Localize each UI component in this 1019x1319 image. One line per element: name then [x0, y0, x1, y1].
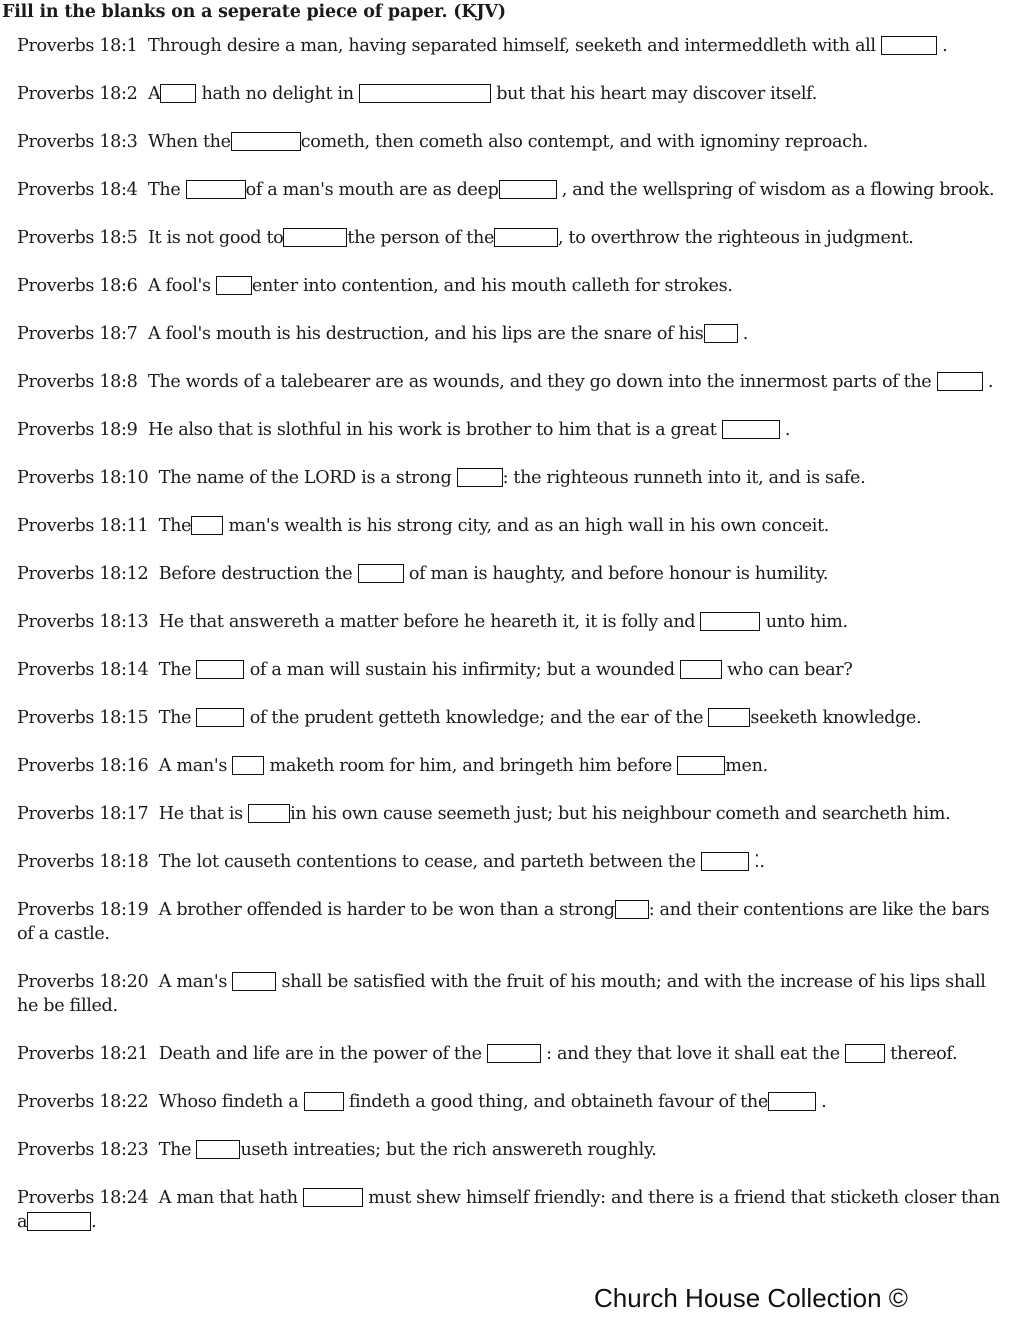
- answer-blank: [232, 756, 264, 775]
- answer-blank: [358, 564, 404, 583]
- verse-text: .: [91, 1212, 97, 1232]
- verse-text: The: [158, 1140, 197, 1160]
- verse-item: [17, 706, 1007, 730]
- answer-blank: [186, 180, 246, 199]
- verse-text: thereof.: [885, 1044, 958, 1064]
- verse-reference: Proverbs 18:12: [17, 564, 149, 584]
- verse-item: [17, 802, 1007, 826]
- answer-blank: [304, 1092, 344, 1111]
- answer-blank: [881, 36, 937, 55]
- verse-text: .: [982, 372, 994, 392]
- verse-item: [17, 1090, 1007, 1114]
- verse-reference: Proverbs 18:7: [17, 324, 138, 344]
- verse-text: It is not good to: [147, 228, 284, 248]
- verse-text: He also that is slothful in his work is brother to him that is a great: [147, 420, 722, 440]
- verse-text: enter into contention, and his mouth calleth for strokes.: [251, 276, 733, 296]
- answer-blank: [768, 1092, 816, 1111]
- answer-blank: [303, 1188, 363, 1207]
- copyright-footer: Church House Collection ©: [594, 1283, 908, 1313]
- verse-reference: Proverbs 18:1: [17, 36, 138, 56]
- verse-text: shall be satisfied with the fruit of his mouth; and with the increase of his lips shall he be filled.: [17, 972, 986, 1016]
- verse-item: [17, 130, 1007, 154]
- verse-reference: Proverbs 18:18: [17, 852, 149, 872]
- verse-item: [17, 610, 1007, 634]
- verse-item: [17, 82, 1007, 106]
- verse-item: [17, 34, 1007, 58]
- verse-reference: Proverbs 18:22: [17, 1092, 149, 1112]
- verse-text: , and the wellspring of wisdom as a flowing brook.: [556, 180, 995, 200]
- answer-blank: [232, 972, 276, 991]
- verse-item: [17, 850, 1007, 874]
- verse-item: [8, 370, 1007, 394]
- verse-text: but that his heart may discover itself.: [490, 84, 817, 104]
- answer-blank: [359, 84, 491, 103]
- verse-text: When the: [147, 132, 231, 152]
- verse-list: [17, 34, 1007, 1258]
- answer-blank: [680, 660, 722, 679]
- answer-blank: [216, 276, 252, 295]
- verse-text: A fool's: [147, 276, 216, 296]
- verse-text: seeketh knowledge.: [750, 708, 922, 728]
- verse-text: must shew himself friendly: and there is a friend that sticketh closer than a: [17, 1188, 1000, 1232]
- verse-text: Whoso findeth a: [158, 1092, 304, 1112]
- answer-blank: [937, 372, 983, 391]
- verse-reference: Proverbs 18:13: [17, 612, 149, 632]
- verse-text: .: [936, 36, 948, 56]
- verse-item: [17, 1186, 1007, 1234]
- verse-text: of the prudent getteth knowledge; and the ear of the: [244, 708, 709, 728]
- answer-blank: [160, 84, 196, 103]
- verse-text: Before destruction the: [158, 564, 358, 584]
- verse-reference: Proverbs 18:23: [17, 1140, 149, 1160]
- verse-reference: Proverbs 18:11: [17, 516, 149, 536]
- verse-text: : the righteous runneth into it, and is safe.: [502, 468, 866, 488]
- answer-blank: [494, 228, 558, 247]
- verse-reference: Proverbs 18:10: [17, 468, 149, 488]
- verse-text: who can bear?: [721, 660, 853, 680]
- verse-text: cometh, then cometh also contempt, and with ignominy reproach.: [300, 132, 868, 152]
- verse-text: man's wealth is his strong city, and as an high wall in his own conceit.: [223, 516, 830, 536]
- verse-reference: Proverbs 18:24: [17, 1188, 149, 1208]
- verse-text: .: [737, 324, 748, 344]
- verse-text: A: [147, 84, 161, 104]
- verse-item: [17, 562, 1007, 586]
- verse-reference: Proverbs 18:3: [17, 132, 138, 152]
- verse-reference: Proverbs 18:20: [17, 972, 149, 992]
- worksheet-title: Fill in the blanks on a seperate piece of paper. (KJV): [2, 2, 506, 22]
- verse-reference: Proverbs 18:8: [17, 372, 138, 392]
- verse-text: The: [147, 180, 186, 200]
- verse-reference: Proverbs 18:5: [17, 228, 138, 248]
- verse-text: , to overthrow the righteous in judgment.: [558, 228, 914, 248]
- answer-blank: [27, 1212, 91, 1231]
- verse-text: The lot causeth contentions to cease, and parteth between the: [158, 852, 701, 872]
- verse-text: A fool's mouth is his destruction, and his lips are the snare of his: [147, 324, 704, 344]
- verse-item: [17, 1042, 1007, 1066]
- verse-item: [17, 658, 1007, 682]
- verse-reference: Proverbs 18:6: [17, 276, 138, 296]
- verse-item: [17, 754, 1007, 778]
- verse-text: Death and life are in the power of the: [158, 1044, 487, 1064]
- verse-item: [17, 898, 1007, 946]
- verse-reference: Proverbs 18:2: [17, 84, 138, 104]
- verse-reference: Proverbs 18:17: [17, 804, 149, 824]
- answer-blank: [191, 516, 223, 535]
- verse-text: men.: [725, 756, 768, 776]
- verse-reference: Proverbs 18:21: [17, 1044, 149, 1064]
- answer-blank: [231, 132, 301, 151]
- verse-text: The: [158, 516, 192, 536]
- verse-item: [17, 466, 1007, 490]
- verse-text: .: [779, 420, 791, 440]
- answer-blank: [677, 756, 725, 775]
- verse-text: A man that hath: [158, 1188, 303, 1208]
- verse-text: : and their contentions are like the bars of a castle.: [17, 900, 990, 944]
- answer-blank: [487, 1044, 541, 1063]
- verse-text: A brother offended is harder to be won than a strong: [158, 900, 615, 920]
- answer-blank: [701, 852, 749, 871]
- verse-text: findeth a good thing, and obtaineth favour of the: [343, 1092, 768, 1112]
- answer-blank: [845, 1044, 885, 1063]
- verse-text: ⁚.: [748, 852, 765, 872]
- verse-item: [17, 970, 1007, 1018]
- answer-blank: [499, 180, 557, 199]
- verse-text: A man's: [158, 972, 233, 992]
- answer-blank: [196, 708, 244, 727]
- verse-text: useth intreaties; but the rich answereth roughly.: [240, 1140, 657, 1160]
- verse-text: in his own cause seemeth just; but his neighbour cometh and searcheth him.: [290, 804, 951, 824]
- verse-text: .: [815, 1092, 827, 1112]
- answer-blank: [704, 324, 738, 343]
- verse-text: of man is haughty, and before honour is humility.: [403, 564, 829, 584]
- verse-item: [17, 1138, 1007, 1162]
- verse-reference: Proverbs 18:16: [17, 756, 149, 776]
- verse-item: [17, 418, 1007, 442]
- answer-blank: [196, 1140, 240, 1159]
- verse-text: The name of the LORD is a strong: [158, 468, 457, 488]
- verse-text: the person of the: [347, 228, 495, 248]
- verse-text: Through desire a man, having separated himself, seeketh and intermeddleth with all: [147, 36, 881, 56]
- verse-reference: Proverbs 18:14: [17, 660, 149, 680]
- verse-text: : and they that love it shall eat the: [540, 1044, 846, 1064]
- answer-blank: [722, 420, 780, 439]
- verse-text: A man's: [158, 756, 233, 776]
- answer-blank: [248, 804, 290, 823]
- answer-blank: [283, 228, 347, 247]
- verse-item: [17, 274, 1007, 298]
- verse-reference: Proverbs 18:9: [17, 420, 138, 440]
- verse-item: [17, 178, 1007, 202]
- verse-item: [17, 322, 1007, 346]
- verse-text: of a man will sustain his infirmity; but a wounded: [244, 660, 680, 680]
- verse-reference: Proverbs 18:4: [17, 180, 138, 200]
- verse-text: He that answereth a matter before he heareth it, it is folly and: [158, 612, 701, 632]
- verse-text: The: [158, 708, 197, 728]
- answer-blank: [196, 660, 244, 679]
- verse-text: unto him.: [760, 612, 848, 632]
- verse-reference: Proverbs 18:19: [17, 900, 149, 920]
- verse-item: [17, 514, 1007, 538]
- answer-blank: [615, 900, 649, 919]
- answer-blank: [708, 708, 750, 727]
- verse-reference: Proverbs 18:15: [17, 708, 149, 728]
- verse-text: The: [158, 660, 197, 680]
- verse-text: hath no delight in: [196, 84, 359, 104]
- verse-text: The words of a talebearer are as wounds, and they go down into the innermost parts of the: [147, 372, 937, 392]
- verse-text: He that is: [158, 804, 249, 824]
- answer-blank: [700, 612, 760, 631]
- answer-blank: [457, 468, 503, 487]
- verse-text: of a man's mouth are as deep: [245, 180, 499, 200]
- verse-item: [17, 226, 1007, 250]
- verse-text: maketh room for him, and bringeth him before: [264, 756, 678, 776]
